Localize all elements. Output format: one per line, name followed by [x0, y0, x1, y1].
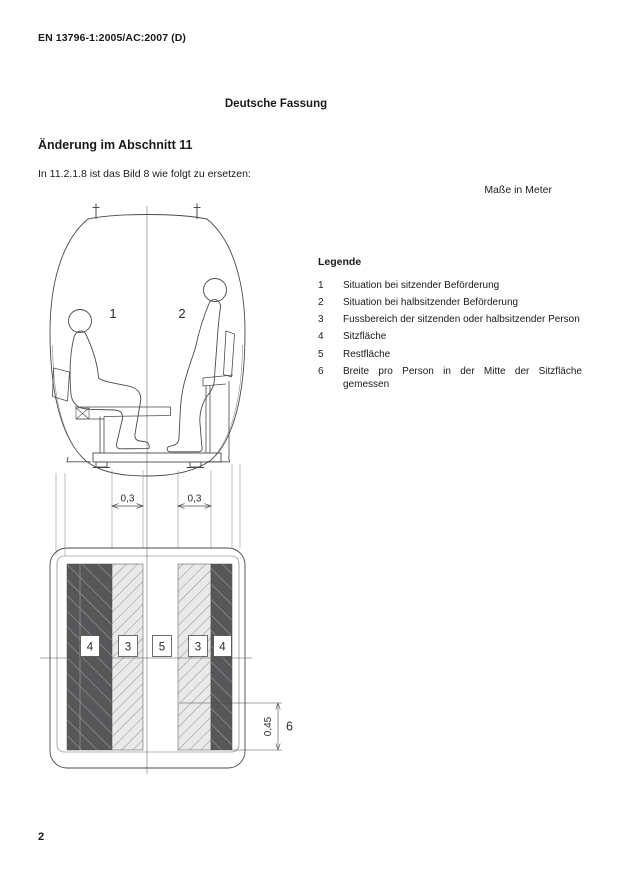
hanger-pins	[93, 204, 201, 220]
legend-item-6	[318, 365, 582, 391]
person-2-half-seated-figure	[167, 279, 226, 452]
figure-8-drawing	[30, 195, 310, 805]
cabin-technical-drawing	[30, 195, 310, 805]
legend-item-3	[318, 313, 582, 326]
cabin-inner-wall-right	[214, 345, 243, 457]
person-1-head	[69, 310, 92, 333]
plan-label-5: 5	[158, 641, 166, 654]
label-person-1: 1	[109, 306, 117, 321]
legend-item-text: Situation bei halbsitzender Beförderung	[343, 297, 519, 309]
legend-item-number: 4	[318, 331, 324, 343]
seat-2-perch	[203, 331, 235, 457]
document-subtitle: Deutsche Fassung	[224, 98, 328, 110]
legend-item-number: 2	[318, 297, 324, 309]
legend-title: Legende	[318, 256, 362, 268]
cabin-outline	[50, 215, 245, 477]
plan-foot-area-right	[178, 564, 211, 750]
plan-label-3-right: 3	[194, 641, 202, 654]
plan-label-4-right: 4	[219, 641, 226, 654]
legend	[318, 256, 582, 395]
dimension-ref-6: 6	[286, 719, 293, 734]
plan-label-3-left: 3	[124, 641, 132, 654]
legend-item-text: Situation bei sitzender Beförderung	[343, 279, 500, 291]
plan-seat-area-left	[67, 564, 112, 750]
plan-label-4-left: 4	[86, 641, 94, 654]
dimension-0-45-value: 0,45	[263, 716, 274, 737]
legend-item-2	[318, 296, 582, 309]
person-2-head	[204, 279, 227, 302]
cabin-floor	[67, 453, 230, 468]
seat-2-backrest	[224, 331, 235, 377]
legend-item-number: 3	[318, 314, 324, 326]
cabin-inner-wall-left	[53, 345, 81, 455]
legend-item-text: Restfläche	[343, 348, 391, 360]
plan-foot-area-left	[112, 564, 143, 750]
units-note: Maße in Meter	[484, 184, 552, 196]
legend-item-number: 5	[318, 348, 324, 360]
dimension-0-3-right-value: 0,3	[187, 493, 202, 505]
person-1-seated-figure	[69, 310, 150, 449]
seat-1-brace	[76, 408, 89, 419]
page-number: 2	[38, 831, 45, 843]
legend-item-number: 1	[318, 279, 324, 291]
legend-item-text: Breite pro Person in der Mitte der Sitzfläche gemessen	[343, 365, 582, 390]
projection-lines	[56, 464, 240, 556]
intro-text: In 11.2.1.8 ist das Bild 8 wie folgt zu ersetzen:	[38, 168, 251, 180]
person-2-body	[167, 300, 221, 452]
person-1-body	[70, 331, 149, 449]
seat-1-support	[100, 417, 104, 454]
legend-item-5	[318, 348, 582, 361]
document-reference: EN 13796-1:2005/AC:2007 (D)	[38, 32, 187, 44]
plan-seat-area-right	[211, 564, 232, 750]
legend-item-text: Fussbereich der sitzenden oder halbsitzender Person	[343, 314, 580, 326]
legend-item-1	[318, 279, 582, 292]
legend-item-text: Sitzfläche	[343, 331, 387, 343]
label-person-2: 2	[178, 306, 186, 321]
legend-item-4	[318, 330, 582, 343]
section-heading: Änderung im Abschnitt 11	[38, 138, 193, 152]
dimension-0-3-left-value: 0,3	[120, 493, 135, 505]
legend-item-number: 6	[318, 365, 324, 377]
